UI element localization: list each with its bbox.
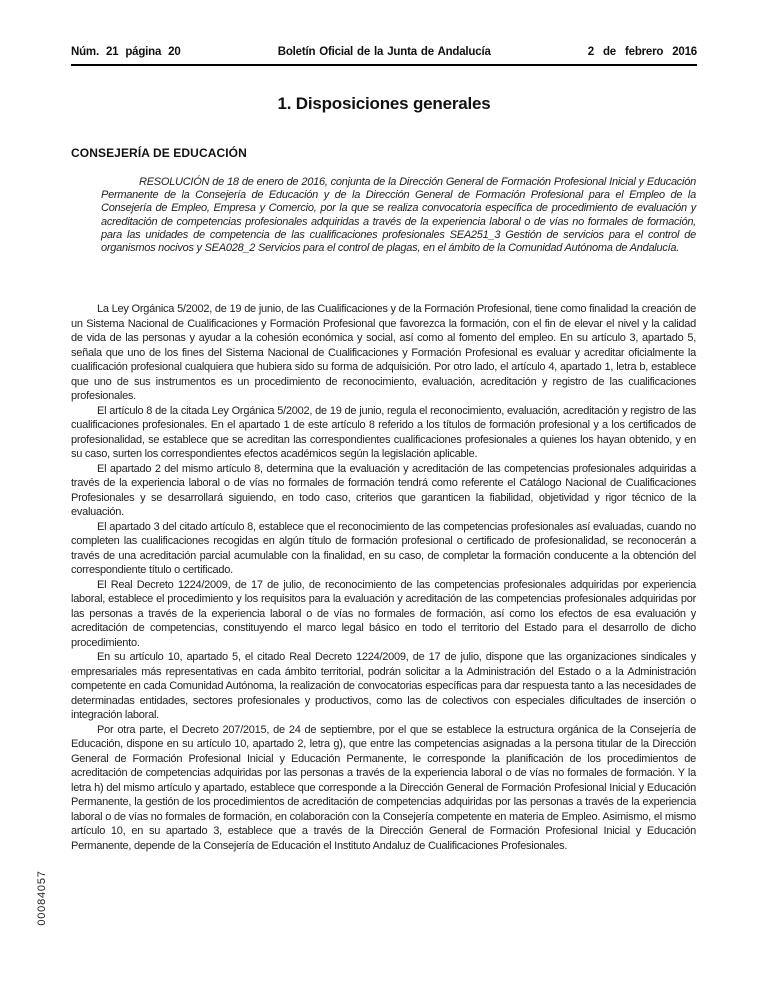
ministry-heading: CONSEJERÍA DE EDUCACIÓN: [71, 146, 247, 160]
body-paragraph-3: El apartado 2 del mismo artículo 8, determina que la evaluación y acreditación de las competencias profesionales adquiridas a través de la experiencia laboral o de vías no formales de formación tendrá como referente el Catálogo Nacional de Cualificaciones Profesionales y se desarrollará siguiendo, en todo caso, criterios que garanticen la fiabilidad, objetividad y rigor técnico de la evaluación.: [71, 462, 696, 518]
section-title: 1. Disposiciones generales: [277, 94, 491, 113]
body-paragraph-2: El artículo 8 de la citada Ley Orgánica 5/2002, de 19 de junio, regula el reconocimiento, evaluación, acreditación y registro de las cualificaciones profesionales. En el apartado 1 de este artículo 8 referido a los títulos de formación profesional y a los certificados de profesionalidad, se establece que se acreditan las correspondientes cualificaciones profesionales a quienes los hayan obtenido, y en su caso, surten los correspondientes efectos académicos según la legislación aplicable.: [71, 404, 696, 460]
body-paragraph-4: El apartado 3 del citado artículo 8, establece que el reconocimiento de las competencias profesionales así evaluadas, cuando no completen las cualificaciones recogidas en algún título de formación profesional o certificado de profesionalidad, se reconocerán a través de una acreditación parcial acumulable con la finalidad, en su caso, de completar la formación conducente a la obtención del correspondiente título o certificado.: [71, 520, 696, 576]
header-rule: [71, 64, 697, 66]
page-header: [71, 46, 697, 58]
publication-date: 2 de febrero 2016: [587, 46, 697, 58]
body-paragraph-7: Por otra parte, el Decreto 207/2015, de 24 de septiembre, por el que se establece la estructura orgánica de la Consejería de Educación, dispone en su artículo 10, apartado 2, letra g), que entre las competencias asignadas a la persona titular de la Dirección General de Formación Profesional Inicial y Educación Permanente, le corresponde la planificación de los procedimientos de acreditación de competencias adquiridas por las personas a través de la experiencia laboral o de vías no formales de formación. Y la letra h) del mismo artículo y apartado, establece que corresponde a la Dirección General de Formación Profesional Inicial y Educación Permanente, la gestión de los procedimientos de acreditación de competencias adquiridas por las personas a través de la experiencia laboral o de vías no formales de formación, en colaboración con la Consejería competente en materia de Empleo. Asimismo, el mismo artículo 10, en su apartado 3, establece que a través de la Dirección General de Formación Profesional Inicial y Educación Permanente, depende de la Consejería de Educación el Instituto Andaluz de Cualificaciones Profesionales.: [71, 723, 696, 852]
document-registration-code: 00084057: [36, 870, 48, 926]
body-paragraph-5: El Real Decreto 1224/2009, de 17 de julio, de reconocimiento de las competencias profesionales adquiridas por experiencia laboral, establece el procedimiento y los requisitos para la evaluación y acreditación de las competencias profesionales adquiridas por las personas a través de la experiencia laboral o de vías no formales de formación, así como los efectos de esa evaluación y acreditación de competencias, constituyendo el marco legal básico en todo el territorio del Estado para el desarrollo de dicho procedimiento.: [71, 578, 696, 649]
bulletin-title: Boletín Oficial de la Junta de Andalucía: [277, 46, 491, 58]
body-paragraph-1: La Ley Orgánica 5/2002, de 19 de junio, de las Cualificaciones y de la Formación Profesional, tiene como finalidad la creación de un Sistema Nacional de Cualificaciones y Formación Profesional que favorezca la formación, con el fin de elevar el nivel y la calidad de vida de las personas y ayudar a la cohesión económica y social, así como al fomento del empleo. En su artículo 3, apartado 5, señala que uno de los fines del Sistema Nacional de Cualificaciones y Formación Profesional es evaluar y acreditar oficialmente la cualificación profesional cualquiera que hubiera sido su forma de adquisición. Por otro lado, el artículo 4, apartado 1, letra b, establece que uno de sus instrumentos es un procedimiento de reconocimiento, evaluación, acreditación y registro de las cualificaciones profesionales.: [71, 303, 696, 402]
document-body: [71, 302, 696, 853]
resolution-summary: RESOLUCIÓN de 18 de enero de 2016, conjunta de la Dirección General de Formación Profesional Inicial y Educación Permanente de la Consejería de Educación y de la Dirección General de Formación Profesional para el Empleo de la Consejería de Empleo, Empresa y Comercio, por la que se realiza convocatoria específica de procedimiento de evaluación y acreditación de competencias profesionales adquiridas a través de la experiencia laboral o de vías no formales de formación, para las unidades de competencia de las cualificaciones profesionales SEA251_3 Gestión de servicios para el control de organismos nocivos y SEA028_2 Servicios para el control de plagas, en el ámbito de la Comunidad Autónoma de Andalucía.: [101, 176, 696, 255]
body-paragraph-6: En su artículo 10, apartado 5, el citado Real Decreto 1224/2009, de 17 de julio, dispone que las organizaciones sindicales y empresariales más representativas en cada ámbito territorial, podrán solicitar a la Administración del Estado o a la Administración competente en cada Comunidad Autónoma, la realización de convocatorias específicas para dar respuesta tanto a las necesidades de determinadas entidades, sectores profesionales y productivos, como las de colectivos con especiales dificultades de inserción o integración laboral.: [71, 651, 696, 721]
issue-page-number: Núm. 21 página 20: [71, 46, 181, 58]
